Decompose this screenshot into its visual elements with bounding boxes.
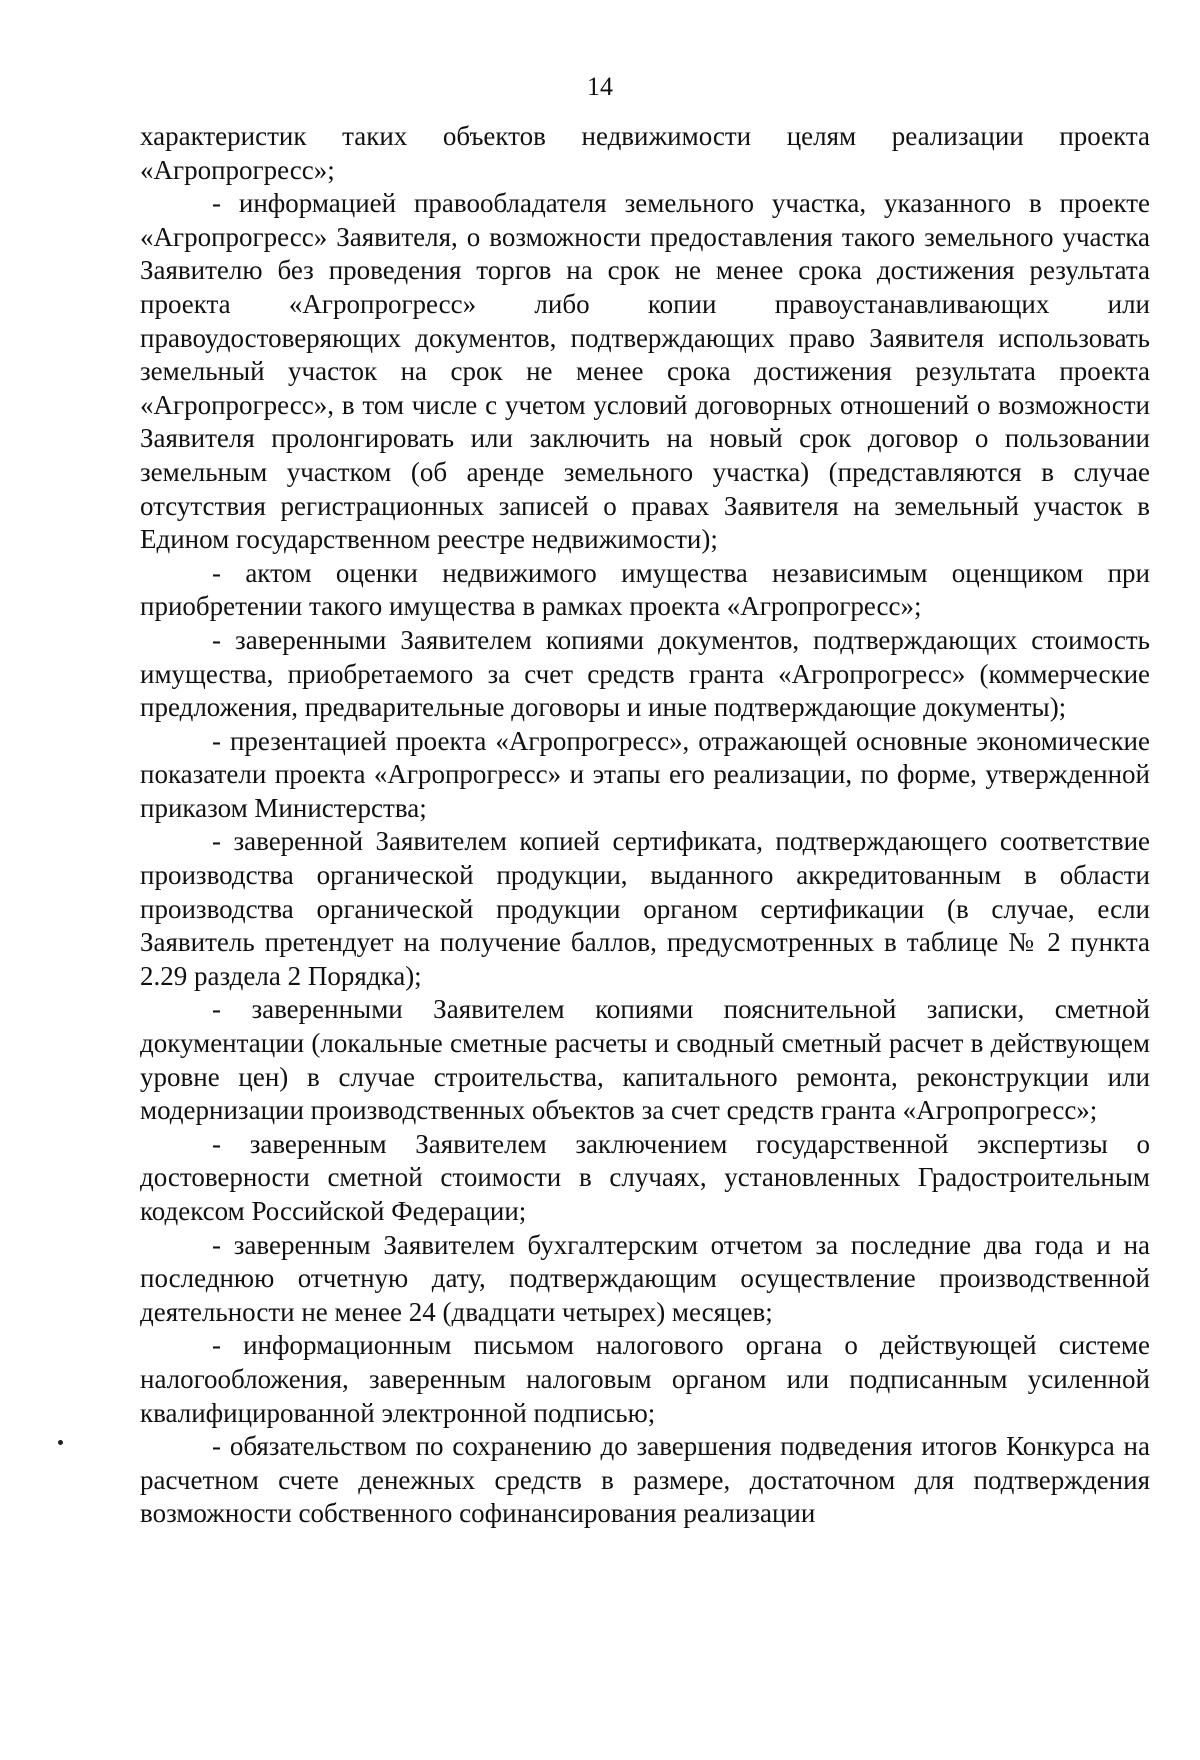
- list-item-tax-letter: - информационным письмом налогового органа о действующей системе налогообложения, заверенным налоговым органом или подписанным усиленной квалифицированной электронной подписью;: [140, 1330, 1150, 1428]
- list-item-property-valuation: - актом оценки недвижимого имущества независимым оценщиком при приобретении такого имущества в рамках проекта «Агропрогресс»;: [140, 557, 1150, 622]
- page-number: 14: [587, 72, 613, 101]
- paragraph-continuation: характеристик таких объектов недвижимости целям реализации проекта «Агропрогресс»;: [140, 121, 1150, 185]
- list-item-land-plot-info: - информацией правообладателя земельного участка, указанного в проекте «Агропрогресс» Заявителя, о возможности предоставления такого земельного участка Заявителю без проведения торгов на срок не менее срока достижения результата проекта «Агропрогресс» либо копии правоустанавливающих или правоудостоверяющих документов, подтверждающих право Заявителя использовать земельный участок на срок не менее срока достижения результата проекта «Агропрогресс», в том числе с учетом условий договорных отношений о возможности Заявителя пролонгировать или заключить на новый срок договор о пользовании земельным участком (об аренде земельного участка) (представляются в случае отсутствия регистрационных записей о правах Заявителя на земельный участок в Едином государственном реестре недвижимости);: [140, 188, 1150, 555]
- list-item-accounting-report: - заверенным Заявителем бухгалтерским отчетом за последние два года и на последнюю отчетную дату, подтверждающим осуществление производственной деятельности не менее 24 (двадцати четырех) месяцев;: [140, 1229, 1150, 1327]
- document-body: [140, 120, 1150, 1531]
- list-item-property-cost-documents: - заверенными Заявителем копиями документов, подтверждающих стоимость имущества, приобретаемого за счет средств гранта «Агропрогресс» (коммерческие предложения, предварительные договоры и иные подтверждающие документы);: [140, 624, 1150, 723]
- list-item-funds-obligation: - обязательством по сохранению до завершения подведения итогов Конкурса на расчетном счете денежных средств в размере, достаточном для подтверждения возможности собственного софинансирования реализации: [140, 1431, 1150, 1529]
- list-item-project-presentation: - презентацией проекта «Агропрогресс», отражающей основные экономические показатели проекта «Агропрогресс» и этапы его реализации, по форме, утвержденной приказом Министерства;: [140, 725, 1150, 823]
- list-item-state-expertise: - заверенным Заявителем заключением государственной экспертизы о достоверности сметной стоимости в случаях, установленных Градостроительным кодексом Российской Федерации;: [140, 1128, 1150, 1226]
- list-item-estimate-documentation: - заверенными Заявителем копиями пояснительной записки, сметной документации (локальные сметные расчеты и сводный сметный расчет в действующем уровне цен) в случае строительства, капитального ремонта, реконструкции или модернизации производственных объектов за счет средств гранта «Агропрогресс»;: [140, 994, 1150, 1126]
- scan-speck: [58, 1440, 63, 1445]
- list-item-organic-certificate: - заверенной Заявителем копией сертификата, подтверждающего соответствие производства органической продукции, выданного аккредитованным в области производства органической продукции органом сертификации (в случае, если Заявитель претендует на получение баллов, предусмотренных в таблице № 2 пункта 2.29 раздела 2 Порядка);: [140, 826, 1150, 991]
